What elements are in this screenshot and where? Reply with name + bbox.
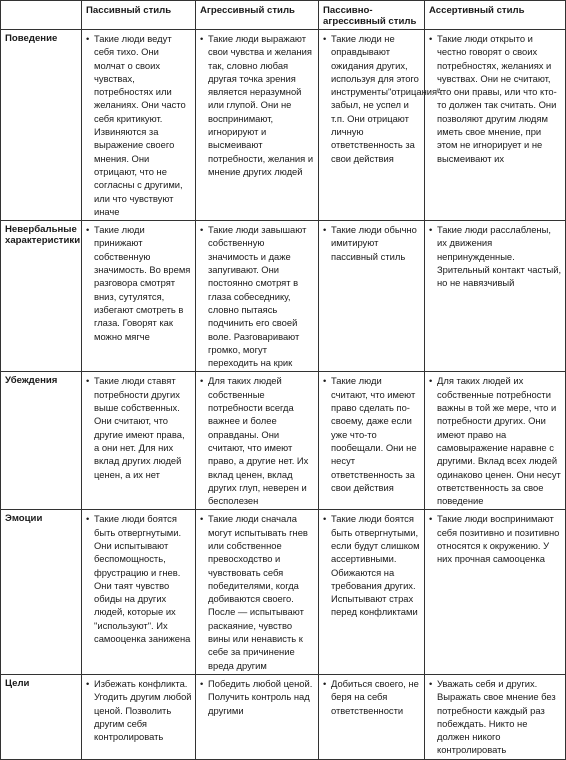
bullet: • [200, 375, 204, 387]
cell [196, 674, 319, 759]
cell [319, 510, 425, 675]
cell [196, 221, 319, 372]
cell-text: Такие люди расслаблены, их движения непринужденные. Зрительный контакт частый, но не навязчивый [437, 224, 562, 289]
cell-text: Избежать конфликта. Угодить другим любой ценой. Позволить другим себя контролировать [94, 677, 192, 743]
cell [82, 510, 196, 675]
cell [82, 221, 196, 372]
cell-text: Уважать себя и других. Выражать свое мнение без потребности каждый раз побеждать. Никто не должен никого контролировать [437, 677, 556, 756]
row-label: Эмоции [1, 510, 82, 675]
row-behavior [1, 30, 566, 221]
bullet: • [429, 375, 433, 387]
bullet: • [429, 33, 433, 44]
bullet: • [323, 375, 327, 387]
cell-text: Такие люди не оправдывают ожидания других, используя для этого инструменты"отрицания": забыл, не успел и т.п. Они отрицают личную ответственность за свои действия [331, 33, 444, 164]
bullet: • [200, 224, 204, 236]
bullet: • [86, 677, 90, 689]
cell-text: Такие люди боятся быть отвергнутыми, если будут слишком ассертивными. Обижаются на требования других. Испытывают страх перед конфликтами [331, 513, 420, 618]
cell-text: Такие люди воспринимают себя позитивно и позитивно относятся к окружению. У них прочная самооценка [437, 513, 560, 565]
cell-text: Такие люди выражают свои чувства и желания так, словно любая другая точка зрения является неразумной или глупой. Они не воспринимают, игнорируют и высмеивают потребности, желания и мнение других людей [208, 33, 314, 177]
cell-text: Такие люди завышают собственную значимость и даже запугивают. Они постоянно смотрят в глаза собеседнику, словно пытаясь подчинить его своей воле. Разговаривают громко, могут переходить на крик [208, 224, 307, 369]
row-goals [1, 674, 566, 759]
cell-text: Добиться своего, не беря на себя ответственности [331, 677, 419, 716]
cell [82, 30, 196, 221]
bullet: • [200, 513, 204, 525]
cell-text: Такие люди боятся быть отвергнутыми. Они испытывают беспомощность, фрустрацию и гнев. Они таят чувство обиды на других людей, которые их "используют". Их самооценка занижена [94, 513, 191, 645]
cell [425, 372, 566, 510]
cell-text: Такие люди принижают собственную значимость. Во время разговора смотрят вниз, сутулятся, избегают смотреть в глаза. Говорят как можно мягче [94, 224, 191, 342]
bullet: • [86, 375, 90, 387]
cell-text: Такие люди считают, что имеют право сделать по-своему, даже если уже что-то пообещали. Они не несут ответственность за свои действия [331, 375, 417, 493]
row-label: Поведение [1, 30, 82, 221]
cell [196, 372, 319, 510]
cell [319, 372, 425, 510]
cell [319, 674, 425, 759]
cell-text: Для таких людей собственные потребности всегда важнее и более оправданы. Они считают, что имеют право, а другие нет. Их вклад ценен, вклад других глуп, неверен и бесполезен [208, 375, 309, 507]
row-label: Невербальные характеристики [1, 221, 82, 372]
cell [82, 372, 196, 510]
header-aggressive: Агрессивный стиль [196, 1, 319, 30]
bullet: • [200, 33, 204, 44]
bullet: • [323, 513, 327, 525]
cell [319, 30, 444, 221]
bullet: • [200, 677, 204, 689]
cell-text: Такие люди ведут себя тихо. Они молчат о своих чувствах, потребностях или желаниях. Они часто себя критикуют. Извиняются за выражение своего мнения. Они отрицают, что не согласны с другими, или что чувствуют иначе [94, 33, 186, 217]
row-label: Убеждения [1, 372, 82, 510]
row-nonverbal [1, 221, 566, 372]
bullet: • [323, 224, 327, 236]
bullet: • [323, 33, 327, 44]
cell-text: Такие люди открыто и честно говорят о своих потребностях, желаниях и чувствах. Они не считают, что они правы, или что кто-то должен так считать. Они позволяют другим людям иметь свое мнение, при этом не игнорирует и не высмеивают их [437, 33, 557, 164]
bullet: • [429, 224, 433, 236]
cell-text: Для таких людей их собственные потребности важны в той же мере, что и потребности других. Они имеют право на самовыражение наравне с другими. Вклад всех людей одинаково ценен. Они несут ответственность за свое поведение [437, 375, 561, 507]
row-beliefs [1, 372, 566, 510]
row-label: Цели [1, 674, 82, 759]
bullet: • [86, 224, 90, 236]
cell [319, 221, 425, 372]
cell [425, 674, 566, 759]
cell-text: Такие люди сначала могут испытывать гнев или собственное превосходство и чувствовать себя победителями, когда добиваются своего. После — испытывают раскаяние, чувство вины или ненависть к себе за причинение вреда другим [208, 513, 308, 671]
cell-text: Такие люди ставят потребности других выше собственных. Они считают, что другие имеют права, а они нет. Для них вклад других людей ценен, а их нет [94, 375, 185, 480]
bullet: • [86, 33, 90, 44]
bullet: • [323, 677, 327, 689]
cell [425, 221, 566, 372]
cell [82, 674, 196, 759]
cell [425, 510, 566, 675]
row-emotions [1, 510, 566, 675]
cell [425, 30, 566, 221]
bullet: • [86, 513, 90, 525]
header-corner [1, 1, 82, 30]
cell-text: Победить любой ценой. Получить контроль над другими [208, 677, 313, 716]
bullet: • [429, 677, 433, 689]
header-assertive: Ассертивный стиль [425, 1, 566, 30]
header-row [1, 1, 566, 30]
bullet: • [429, 513, 433, 525]
cell [196, 510, 319, 675]
header-passive: Пассивный стиль [82, 1, 196, 30]
cell [196, 30, 319, 221]
header-passive-aggressive: Пассивно- агрессивный стиль [319, 1, 425, 30]
cell-text: Такие люди обычно имитируют пассивный стиль [331, 224, 417, 262]
